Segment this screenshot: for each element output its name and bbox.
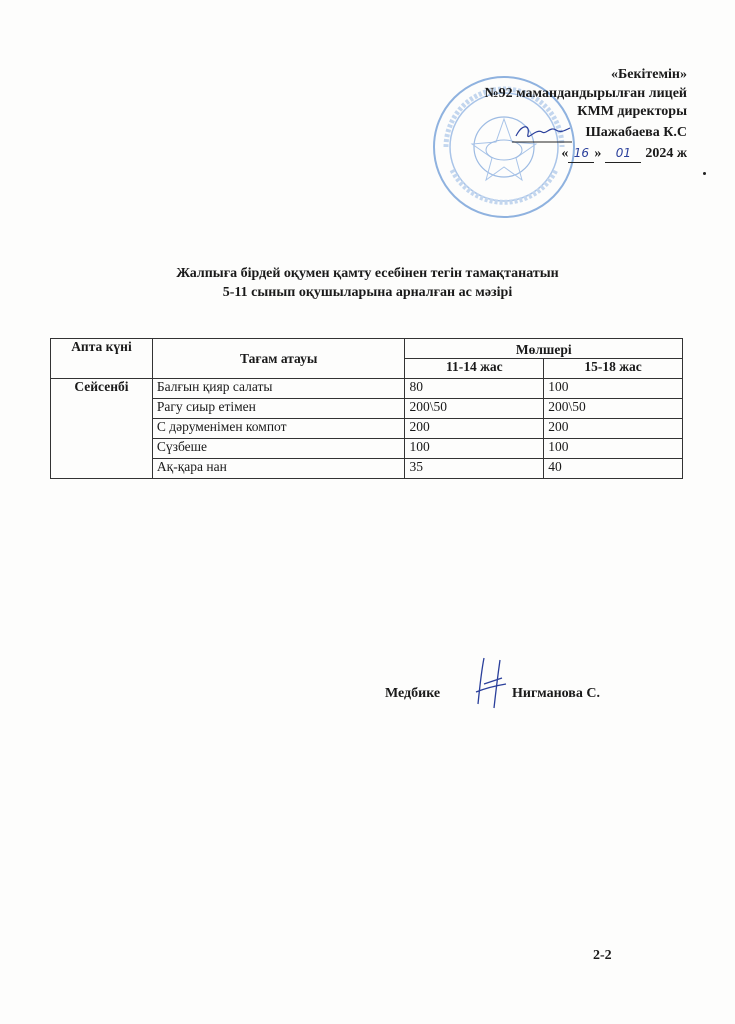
amount-11-14-cell: 100	[405, 439, 544, 459]
approval-organization: №92 мамандандырылған лицей	[484, 85, 687, 101]
dish-cell: С дәруменімен компот	[152, 419, 405, 439]
header-dish: Тағам атауы	[152, 339, 405, 379]
document-title	[0, 264, 735, 302]
table-row	[51, 379, 683, 399]
day-cell: Сейсенбі	[51, 379, 153, 479]
amount-11-14-cell: 80	[405, 379, 544, 399]
date-close-quote: »	[594, 145, 602, 161]
title-line-1: Жалпыға бірдей оқумен қамту есебінен тегін тамақтанатын	[176, 266, 559, 281]
amount-15-18-cell: 100	[544, 379, 683, 399]
approval-heading: «Бекітемін»	[610, 67, 687, 82]
date-day: 16	[568, 144, 594, 164]
date-year: 2024 ж	[645, 145, 687, 161]
director-signature	[512, 122, 572, 144]
table-header-row	[51, 339, 683, 359]
header-age-15-18: 15-18 жас	[544, 359, 683, 379]
dish-cell: Сүзбеше	[152, 439, 405, 459]
date-open-quote: «	[561, 145, 569, 161]
signature-role: Медбике	[385, 686, 441, 701]
amount-15-18-cell: 40	[544, 459, 683, 479]
page-number: 2-2	[593, 948, 612, 963]
dish-cell: Балғын қияр салаты	[152, 379, 405, 399]
approval-name-line	[485, 122, 687, 144]
nurse-signature	[470, 654, 510, 710]
title-line-2: 5-11 сынып оқушыларына арналған ас мәзірі	[222, 285, 513, 300]
signature-name: Нигманова С.	[512, 686, 600, 701]
approval-block	[485, 66, 687, 163]
amount-11-14-cell: 200	[405, 419, 544, 439]
director-name: Шажабаева К.С	[585, 124, 687, 140]
dish-cell: Рагу сиыр етімен	[152, 399, 405, 419]
ink-dot	[703, 172, 706, 175]
date-month: 01	[605, 144, 641, 164]
menu-table	[50, 338, 683, 479]
dish-cell: Ақ-қара нан	[152, 459, 405, 479]
approval-position: КММ директоры	[577, 104, 687, 119]
amount-15-18-cell: 200	[544, 419, 683, 439]
header-amount: Мөлшері	[405, 339, 683, 359]
header-day: Апта күні	[51, 339, 153, 379]
amount-11-14-cell: 35	[405, 459, 544, 479]
amount-15-18-cell: 200\50	[544, 399, 683, 419]
amount-15-18-cell: 100	[544, 439, 683, 459]
header-age-11-14: 11-14 жас	[405, 359, 544, 379]
amount-11-14-cell: 200\50	[405, 399, 544, 419]
approval-date	[485, 144, 687, 164]
